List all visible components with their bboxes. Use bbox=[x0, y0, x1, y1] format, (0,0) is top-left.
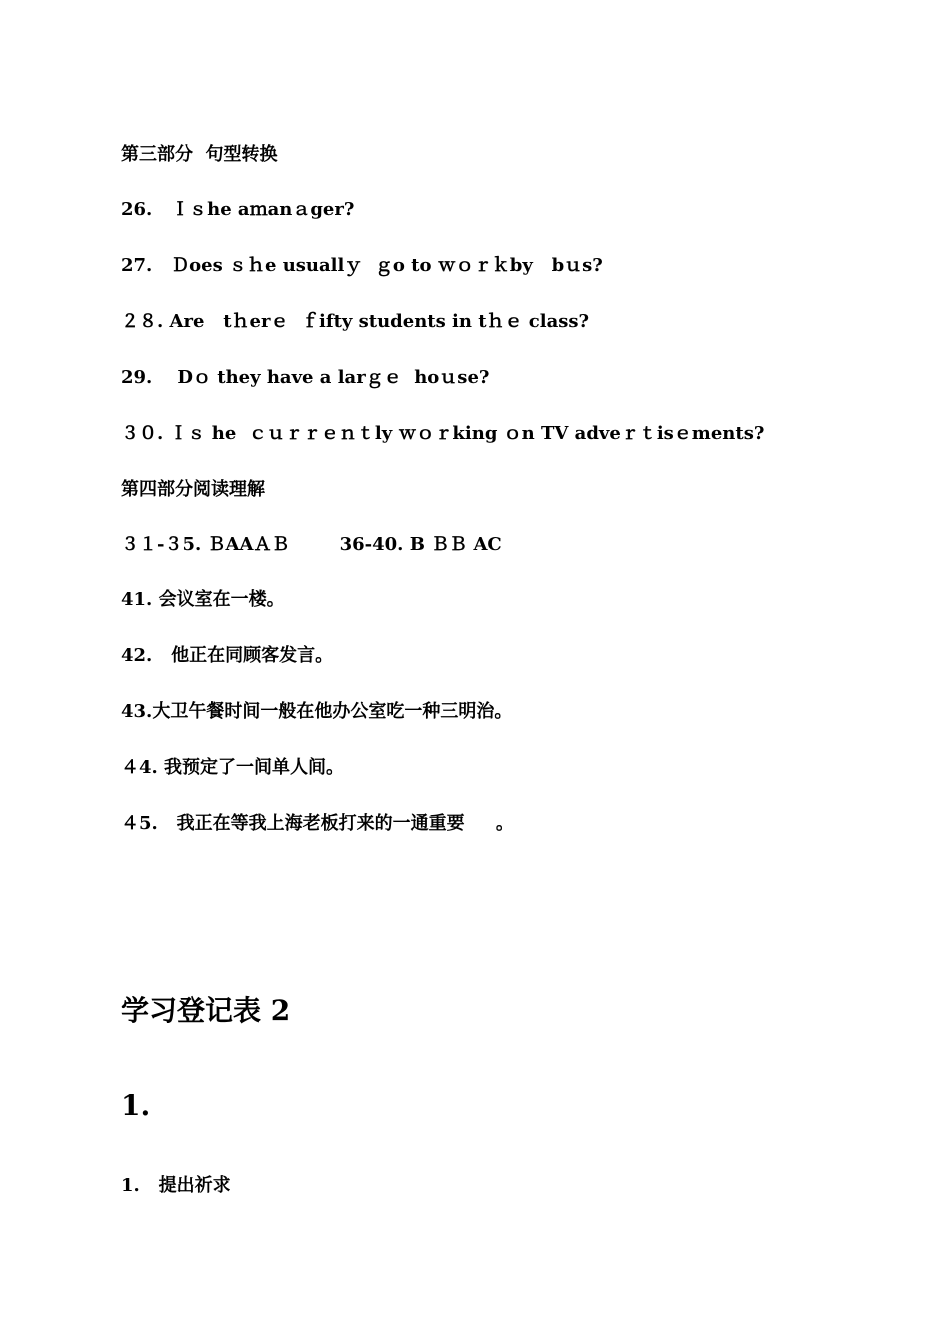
registration-title: 学习登记表 2 bbox=[121, 994, 291, 1027]
section4-item-43: 43.大卫午餐时间一般在他办公室吃一种三明治。 bbox=[121, 701, 513, 722]
section4-item-45: ４5. 我正在等我上海老板打来的一通重要 。 bbox=[121, 813, 514, 834]
registration-item-1: 1. 提出祈求 bbox=[121, 1175, 231, 1196]
section4-title: 第四部分阅读理解 bbox=[121, 479, 265, 500]
section3-item-26: 26. Ｉｓhe aｍanａger? bbox=[121, 199, 355, 220]
section3-item-29: 29. Dｏ they have a larｇｅ hoｕse? bbox=[121, 367, 490, 388]
registration-number: 1. bbox=[121, 1089, 151, 1122]
section4-item-44: ４4. 我预定了一间单人间。 bbox=[121, 757, 345, 778]
section3-item-28: ２８. Are tｈerｅ ｆifty students in tｈｅ class? bbox=[121, 311, 590, 332]
section4-answers: ３１-３5. ＢAAＡＢ 36-40. B ＢＢ AC bbox=[121, 534, 502, 555]
section3-title: 第三部分 句型转换 bbox=[121, 144, 278, 165]
section4-item-42: 42. 他正在同顾客发言。 bbox=[121, 645, 334, 666]
section3-item-27: 27. Ｄoes ｓｈe usuallｙ ｇo to ｗｏｒｋby bｕs? bbox=[121, 255, 603, 276]
section4-item-41: 41. 会议室在一楼。 bbox=[121, 589, 285, 610]
section3-item-30: ３０. Ｉｓ he ｃｕｒｒｅｎｔly ｗｏｒking ｏn TV adveｒｔisｅments? bbox=[121, 423, 765, 444]
